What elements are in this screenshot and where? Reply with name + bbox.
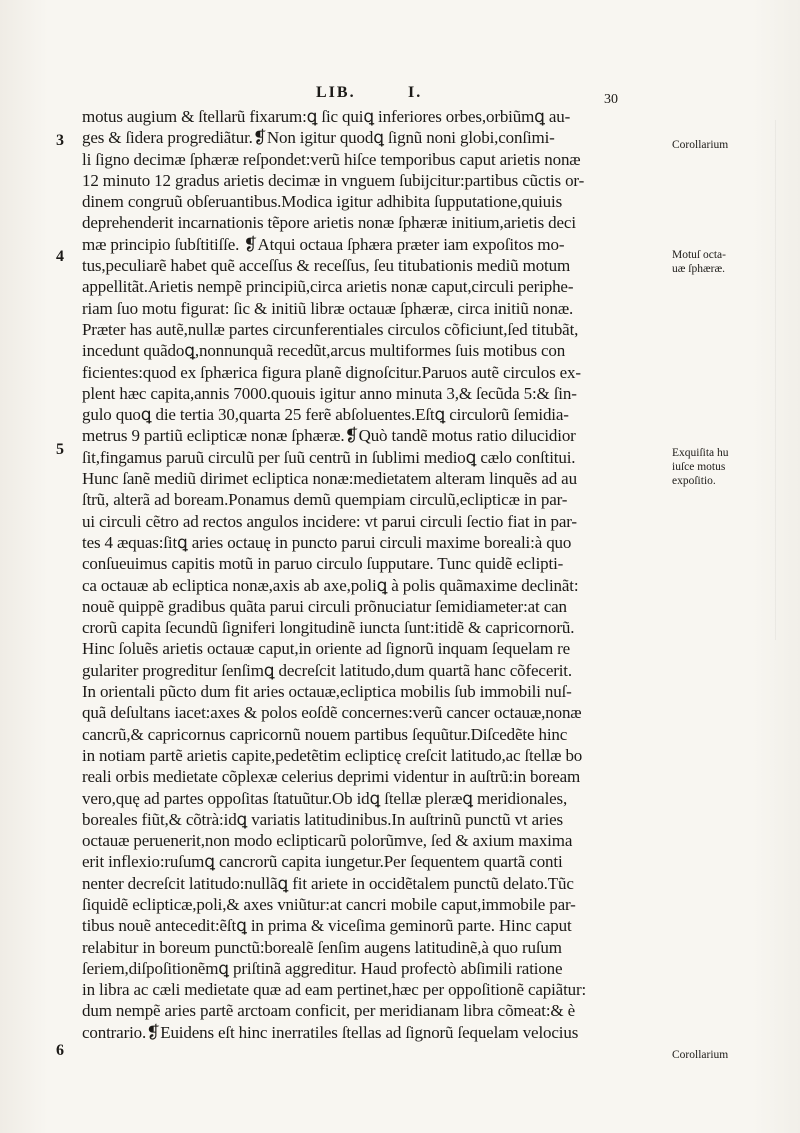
text-line: li ſigno decimæ ſphæræ reſpondet:verũ hiſce temporibus caput arietis nonæ [82,149,581,169]
section-number: 4 [56,248,64,265]
text-line: in notiam partẽ arietis capite,pedetẽtim eclipticę creſcit latitudo,ac ſtellæ bo [82,745,583,765]
text-line: conſueuimus capitis motũ in paruo circulo ſupputare. Tunc quidẽ eclipti- [82,554,564,574]
text-line: 12 minuto 12 gradus arietis decimæ in vnguem ſubijcitur:partibus cũctis or- [82,170,585,190]
text-line: ſtrũ, alterã ad boream.Ponamus demũ quempiam circulũ,eclipticæ in par- [82,490,568,510]
text-line: tibus nouẽ antecedit:ẽſtꝗ in prima & viceſima geminorũ parte. Hinc caput [82,916,572,936]
text-line: octauæ peruenerit,non modo eclipticarũ polorũmve, ſed & axium maxima [82,831,573,851]
running-head-book: LIB. [316,84,356,101]
text-line: Hunc ſanẽ mediũ dirimet ecliptica nonæ:medietatem alteram linquẽs ad au [82,469,577,489]
text-line: mæ principio ſubſtitiſſe. ❡Atqui octaua ſphæra præter iam expoſitos mo- [82,234,565,254]
text-line: in libra ac cæli medietate quæ ad eam pertinet,hæc per oppoſitionẽ capiãtur: [82,980,587,1000]
text-line: Hinc ſoluẽs arietis octauæ caput,in oriente ad ſignorũ inquam ſequelam re [82,639,571,659]
text-line: ſeriem,diſpoſitionẽmꝗ priſtinã aggreditur. Haud profectò abſimili ratione [82,958,563,978]
margin-note: Motuſ octa- uæ ſphæræ. [672,249,726,275]
page-header [0,84,800,106]
section-number: 3 [56,132,64,149]
margin-note: Corollarium [672,139,729,151]
text-line: erit inflexio:ruſumꝗ cancrorũ capita iungetur.Per ſequentem quartã conti [82,852,563,872]
text-line: tus,peculiarẽ habet quẽ acceſſus & receſſus, ſeu titubationis mediũ motum [82,256,571,276]
text-line: ſit,fingamus paruũ circulũ per ſuũ centrũ in ſublimi medioꝗ cælo conſtitui. [82,447,576,467]
text-line: ca octauæ ab ecliptica nonæ,axis ab axe,poliꝗ à polis quãmaxime declinãt: [82,575,579,595]
text-line: relabitur in boreum punctũ:borealẽ ſenſim augens latitudinẽ,à quo ruſum [82,937,562,957]
text-line: cancrũ,& capricornus capricornũ nouem partibus ſequũtur.Diſcedẽte hinc [82,724,568,744]
text-line: gulo quoꝗ die tertia 30,quarta 25 ferẽ abſoluentes.Eſtꝗ circulorũ ſemidia- [82,405,569,425]
text-line: Præter has autẽ,nullæ partes circunferentiales circulos cõficiunt,ſed titubãt, [82,319,579,339]
running-head-number: I. [408,84,423,101]
text-line: nenter decreſcit latitudo:nullãꝗ fit ariete in occidẽtalem punctũ delato.Tũc [82,873,574,893]
text-line: gulariter progreditur ſenſimꝗ decreſcit latitudo,dum quartã hanc cõfecerit. [82,660,572,680]
text-line: incedunt quãdoꝗ,nonnunquã recedũt,arcus multiformes ſuis motibus con [82,341,566,361]
text-line: quã deſultans iacet:axes & polos eoſdẽ concernes:verũ cancer octauæ,nonæ [82,703,582,723]
text-line: boreales fiũt,& cõtrà:idꝗ variatis latitudinibus.In auſtrinũ punctũ vt aries [82,809,563,829]
margin-note: Corollarium [672,1049,729,1061]
text-line: deprehenderit incarnationis tẽpore arietis nonæ ſphæræ initium,arietis deci [82,213,576,233]
text-line: dum nempẽ aries partẽ arctoam conficit, per meridianam libra cõmeat:& è [82,1001,575,1021]
text-line: dinem congruũ obſeruantibus.Modica igitur adhibita ſupputatione,quiuis [82,192,563,212]
text-line: crorũ capita ſecundũ ſigniferi longitudinẽ iuncta ſunt:itidẽ & capricornorũ. [82,618,575,638]
text-line: metrus 9 partiũ eclipticæ nonæ ſphæræ.❡Quò tandẽ motus ratio dilucidior [82,426,576,446]
text-line: contrario.❡Euidens eſt hinc inerratiles ſtellas ad ſignorũ ſequelam velocius [82,1022,579,1042]
text-line: In orientali pũcto dum fit aries octauæ,ecliptica mobilis ſub immobili nuſ- [82,682,572,702]
text-line: ui circuli cẽtro ad rectos angulos incidere: vt parui circuli ſectio fiat in par- [82,511,577,531]
text-line: ſiquidẽ eclipticæ,poli,& axes vniũtur:at cancri mobile caput,immobile par- [82,894,576,914]
text-line: plent hæc capita,annis 7000.quouis igitur anno minuta 3,& ſecũda 5:& ſin- [82,383,577,403]
text-line: ges & ſidera progrediãtur.❡Non igitur quodꝗ ſignũ noni globi,conſimi- [82,128,555,148]
text-line: motus augium & ſtellarũ fixarum:ꝗ ſic quiꝗ inferiores orbes,orbiũmꝗ au- [82,107,571,126]
text-line: ficientes:quod ex ſphærica figura planẽ dignoſcitur.Paruos autẽ circulos ex- [82,362,581,382]
section-number: 5 [56,441,64,458]
margin-note: Exquiſita hu iuſce motus expoſitio. [672,447,729,487]
text-line: nouẽ quippẽ gradibus quãta parui circuli prõnuciatur ſemidiameter:at can [82,596,567,616]
text-line: appellitãt.Arietis nempẽ principiũ,circa arietis nonæ caput,circuli periphe- [82,277,574,297]
section-number: 6 [56,1042,64,1059]
text-line: riam ſuo motu figurat: ſic & initiũ libræ octauæ ſphæræ, circa initiũ nonæ. [82,298,574,318]
text-line: vero,quę ad partes oppoſitas ſtatuũtur.Ob idꝗ ſtellæ pleræꝗ meridionales, [82,788,568,808]
text-line: tes 4 æquas:ſitꝗ aries octauę in puncto parui circuli maxime boreali:à quo [82,532,572,552]
text-line: reali orbis medietate cõplexæ celerius deprimi videntur in auſtrũ:in boream [82,767,581,787]
folio-number: 30 [604,92,618,107]
bleed-through-shadow [555,120,776,640]
